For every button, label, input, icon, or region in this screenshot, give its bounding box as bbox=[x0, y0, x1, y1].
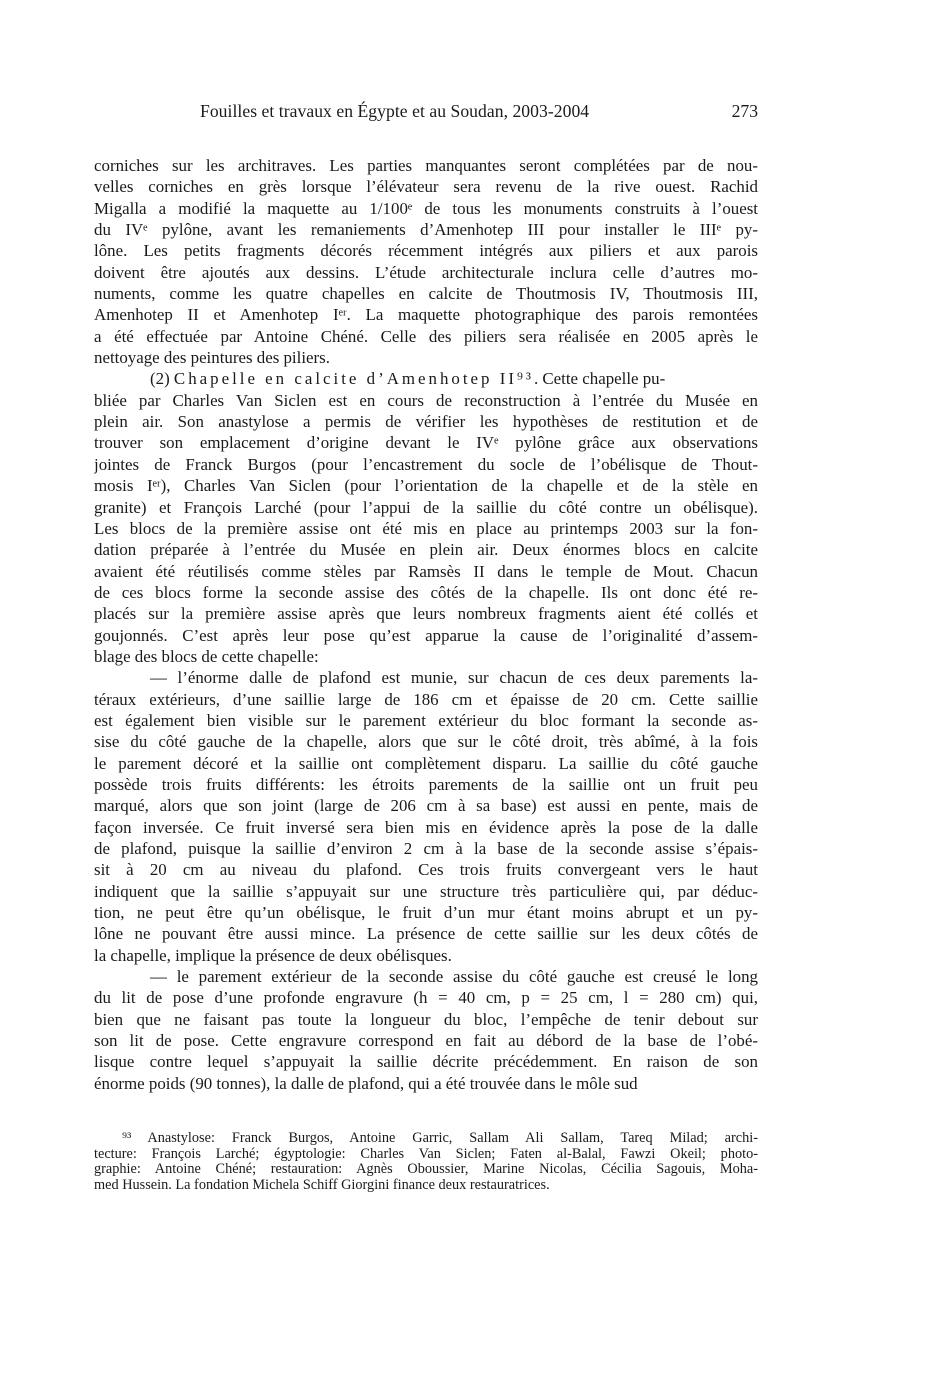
body-line: téraux extérieurs, d’une saillie large de 186 cm et épaisse de 20 cm. Cette saillie bbox=[94, 689, 758, 709]
footnote-line: med Hussein. La fondation Michela Schiff Giorgini finance deux restauratrices. bbox=[94, 1177, 550, 1193]
body-line: du IVᵉ pylône, avant les remaniements d’Amenhotep III pour installer le IIIᵉ py- bbox=[94, 220, 758, 240]
body-line: goujonnés. C’est après leur pose qu’est apparue la cause de l’originalité d’assem- bbox=[94, 625, 758, 645]
footnote-line: graphie: Antoine Chéné; restauration: Agnès Oboussier, Marine Nicolas, Cécilia Sagouis, Moha- bbox=[94, 1162, 758, 1177]
body-line: — l’énorme dalle de plafond est munie, sur chacun de ces deux parements la- bbox=[150, 668, 758, 688]
body-line: de plafond, puisque la saillie d’environ 2 cm à la base de la seconde assise s’épais- bbox=[94, 839, 758, 858]
body-line: tion, ne peut être qu’un obélisque, le fruit d’un mur étant moins abrupt et un py- bbox=[94, 903, 758, 923]
body-line: lisque contre lequel s’appuyait la saillie décrite précédemment. En raison de son bbox=[94, 1052, 758, 1072]
body-line: nettoyage des peintures des piliers. bbox=[94, 348, 330, 368]
body-line: la chapelle, implique la présence de deux obélisques. bbox=[94, 945, 452, 965]
paragraph-text: . Cette chapelle pu- bbox=[533, 369, 666, 389]
body-line: du lit de pose d’une profonde engravure (h = 40 cm, p = 25 cm, l = 280 cm) qui, bbox=[94, 988, 758, 1008]
body-text bbox=[94, 155, 758, 1094]
body-line: indiquent que la saillie s’appuyait sur une structure très particulière qui, par déduc- bbox=[94, 881, 758, 901]
body-line bbox=[94, 368, 758, 389]
paragraph-number: (2) bbox=[150, 369, 174, 389]
body-line: dation préparée à l’entrée du Musée en plein air. Deux énormes blocs en calcite bbox=[94, 540, 758, 560]
body-line: a été effectuée par Antoine Chéné. Celle des piliers sera réalisée en 2005 après le bbox=[94, 326, 758, 346]
body-line: sise du côté gauche de la chapelle, alors que sur le côté droit, très abîmé, à la fois bbox=[94, 732, 758, 752]
footnote bbox=[94, 1131, 758, 1193]
body-line: velles corniches en grès lorsque l’élévateur sera revenu de la rive ouest. Rachid bbox=[94, 177, 758, 197]
body-line: le parement décoré et la saillie ont complètement disparu. La saillie du côté gauche bbox=[94, 753, 758, 773]
body-line: possède trois fruits différents: les étroits parements de la saillie ont un fruit peu bbox=[94, 774, 758, 794]
body-line: façon inversée. Ce fruit inversé sera bien mis en évidence après la pose de la dalle bbox=[94, 817, 758, 837]
body-line: son lit de pose. Cette engravure correspond en fait au débord de la base de l’obé- bbox=[94, 1031, 758, 1051]
body-line: jointes de Franck Burgos (pour l’encastrement du socle de l’obélisque de Thout- bbox=[94, 454, 758, 474]
body-line: lône. Les petits fragments décorés récemment intégrés aux piliers et aux parois bbox=[94, 241, 758, 261]
body-line: placés sur la première assise après que leurs nombreux fragments aient été collés et bbox=[94, 604, 758, 624]
body-line: blage des blocs de cette chapelle: bbox=[94, 646, 319, 666]
body-line: avaient été réutilisés comme stèles par Ramsès II dans le temple de Mout. Chacun bbox=[94, 561, 758, 581]
body-line: est également bien visible sur le parement extérieur du bloc formant la seconde as- bbox=[94, 710, 758, 730]
body-line: marqué, alors que son joint (large de 206 cm à sa base) est aussi en pente, mais de bbox=[94, 796, 758, 816]
body-line: bliée par Charles Van Siclen est en cours de reconstruction à l’entrée du Musée en bbox=[94, 390, 758, 410]
body-line: énorme poids (90 tonnes), la dalle de plafond, qui a été trouvée dans le môle sud bbox=[94, 1073, 638, 1093]
body-line: — le parement extérieur de la seconde assise du côté gauche est creusé le long bbox=[150, 967, 758, 987]
body-line: Amenhotep II et Amenhotep Iᵉʳ. La maquette photographique des parois remontées bbox=[94, 305, 758, 325]
body-line: trouver son emplacement d’origine devant le IVᵉ pylône grâce aux observations bbox=[94, 433, 758, 453]
body-line: sit à 20 cm au niveau du plafond. Ces trois fruits convergeant vers le haut bbox=[94, 860, 758, 880]
page-number: 273 bbox=[731, 101, 758, 121]
body-line: numents, comme les quatre chapelles en calcite de Thoutmosis IV, Thoutmosis III, bbox=[94, 284, 758, 304]
body-line: granite) et François Larché (pour l’appui de la saillie du côté contre un obélisque). bbox=[94, 497, 758, 517]
footnote-line: tecture: François Larché; égyptologie: Charles Van Siclen; Faten al-Balal, Fawzi Okeil; photo- bbox=[94, 1146, 758, 1162]
body-line: mosis Iᵉʳ), Charles Van Siclen (pour l’orientation de la chapelle et de la stèle en bbox=[94, 476, 758, 496]
body-line: bien que ne faisant pas toute la longueur du bloc, l’empêche de tenir debout sur bbox=[94, 1009, 758, 1029]
body-line: Les blocs de la première assise ont été mis en place au printemps 2003 sur la fon- bbox=[94, 518, 758, 538]
body-line: lône ne pouvant être aussi mince. La présence de cette saillie sur les deux côtés de bbox=[94, 924, 758, 944]
body-line: de ces blocs forme la seconde assise des côtés de la chapelle. Ils ont donc été re- bbox=[94, 582, 758, 602]
section-heading: Chapelle en calcite d’Amenhotep II⁹³ bbox=[173, 369, 534, 389]
body-line: plein air. Son anastylose a permis de vérifier les hypothèses de restitution et de bbox=[94, 412, 758, 432]
body-line: Migalla a modifié la maquette au 1/100ᵉ de tous les monuments construits à l’ouest bbox=[94, 198, 758, 218]
body-line: corniches sur les architraves. Les parties manquantes seront complétées par de nou- bbox=[94, 156, 758, 175]
footnote-line: ⁹³ Anastylose: Franck Burgos, Antoine Garric, Sallam Ali Sallam, Tareq Milad; archi- bbox=[122, 1131, 758, 1146]
body-line: doivent être ajoutés aux dessins. L’étude architecturale inclura celle d’autres mo- bbox=[94, 262, 758, 282]
running-title: Fouilles et travaux en Égypte et au Soudan, 2003-2004 bbox=[200, 101, 590, 121]
